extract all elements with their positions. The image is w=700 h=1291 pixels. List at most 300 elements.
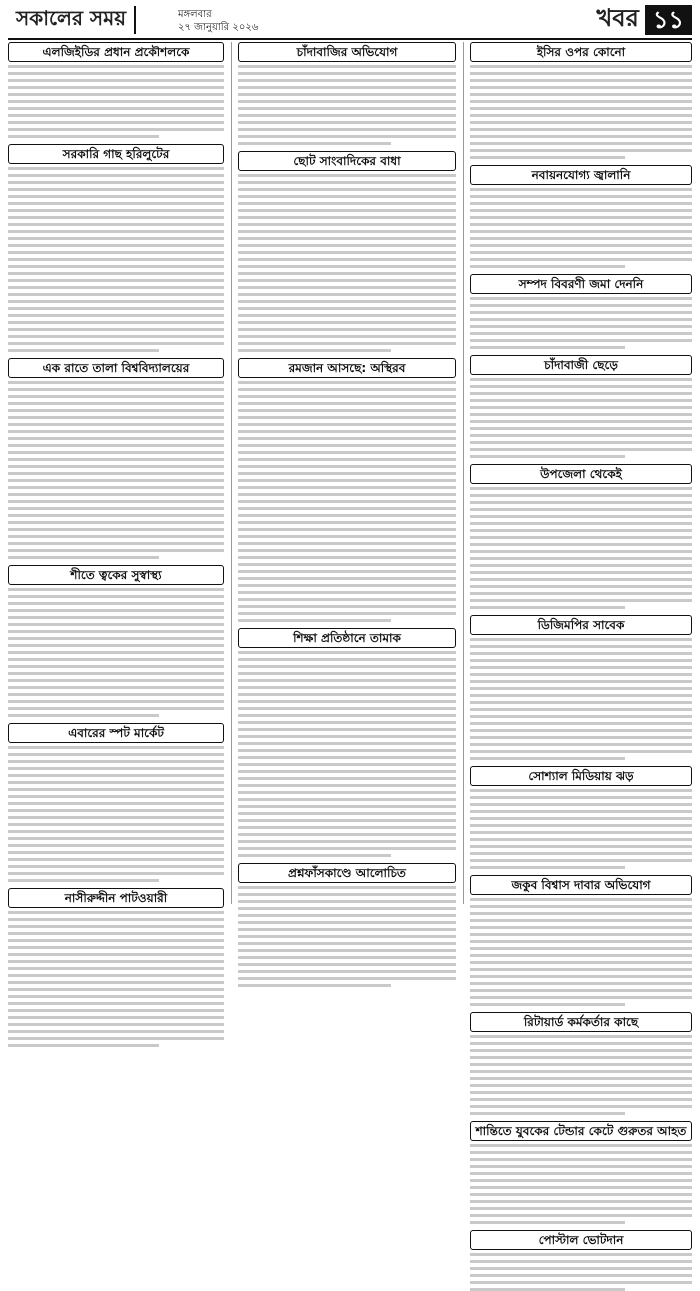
- text-line: [8, 858, 224, 861]
- text-line: [470, 79, 692, 82]
- article-body-placeholder: [8, 167, 224, 352]
- text-line: [238, 542, 456, 545]
- article: [470, 274, 692, 349]
- text-line: [238, 202, 456, 205]
- text-line: [8, 342, 224, 345]
- text-line: [8, 321, 224, 324]
- text-line: [8, 644, 224, 647]
- text-line: [470, 1077, 692, 1080]
- text-line: [238, 328, 456, 331]
- text-line: [8, 430, 224, 433]
- text-line: [238, 272, 456, 275]
- text-line: [238, 714, 456, 717]
- text-line: [470, 722, 692, 725]
- text-line: [470, 729, 692, 732]
- article-headline: এলজিইডির প্রধান প্রকৌশলকে: [8, 42, 224, 62]
- text-line: [238, 72, 456, 75]
- text-line: [470, 961, 692, 964]
- text-line: [470, 947, 692, 950]
- text-line: [8, 872, 224, 875]
- text-line: [8, 251, 224, 254]
- article: [470, 615, 692, 760]
- article-body-placeholder: [238, 65, 456, 145]
- text-line: [470, 659, 692, 662]
- issue-date-text: ২৭ জানুয়ারি ২০২৬: [178, 22, 259, 33]
- text-line: [238, 521, 456, 524]
- text-line: [8, 465, 224, 468]
- text-line: [238, 79, 456, 82]
- text-line: [238, 665, 456, 668]
- text-line: [8, 911, 224, 914]
- text-line: [238, 770, 456, 773]
- text-line: [470, 1200, 692, 1203]
- text-line: [470, 332, 692, 335]
- text-line: [470, 954, 692, 957]
- text-line: [238, 258, 456, 261]
- text-line: [238, 265, 456, 268]
- text-line: [470, 838, 692, 841]
- text-line: [238, 970, 456, 973]
- text-line: [238, 342, 456, 345]
- text-line: [470, 455, 625, 458]
- text-line: [8, 93, 224, 96]
- text-line: [238, 451, 456, 454]
- article-body-placeholder: [238, 381, 456, 622]
- text-line: [8, 932, 224, 935]
- text-line: [470, 297, 692, 300]
- text-line: [8, 595, 224, 598]
- text-line: [238, 577, 456, 580]
- text-line: [238, 907, 456, 910]
- text-line: [470, 114, 692, 117]
- text-line: [8, 760, 224, 763]
- article-headline: পোস্টাল ভোটদান: [470, 1230, 692, 1250]
- text-line: [8, 816, 224, 819]
- text-line: [8, 100, 224, 103]
- text-line: [8, 774, 224, 777]
- text-line: [8, 458, 224, 461]
- text-line: [470, 188, 692, 191]
- text-line: [8, 1009, 224, 1012]
- text-line: [470, 1281, 692, 1284]
- text-line: [238, 935, 456, 938]
- article: [470, 165, 692, 268]
- text-line: [238, 479, 456, 482]
- article-body-placeholder: [470, 789, 692, 869]
- text-line: [470, 121, 692, 124]
- article: [8, 888, 224, 1047]
- text-line: [238, 819, 456, 822]
- text-line: [8, 107, 224, 110]
- article-body-placeholder: [8, 746, 224, 882]
- text-line: [238, 114, 456, 117]
- article-headline: এক রাতে তালা বিশ্ববিদ্যালয়ের: [8, 358, 224, 378]
- text-line: [470, 209, 692, 212]
- article-headline: চাঁদাবাজির অভিযোগ: [238, 42, 456, 62]
- text-line: [238, 314, 456, 317]
- text-line: [470, 968, 692, 971]
- text-line: [470, 195, 692, 198]
- text-line: [470, 1063, 692, 1066]
- text-line: [238, 956, 456, 959]
- text-line: [8, 416, 224, 419]
- article-body-placeholder: [238, 651, 456, 857]
- text-line: [8, 135, 159, 138]
- article-headline: শান্তিতে যুবকের টেন্ডার কেটে গুরুতর আহত: [470, 1121, 692, 1141]
- text-line: [8, 479, 224, 482]
- article-headline: উপজেলা থেকেই: [470, 464, 692, 484]
- text-line: [8, 837, 224, 840]
- text-line: [238, 791, 456, 794]
- text-line: [238, 707, 456, 710]
- text-line: [470, 65, 692, 68]
- article-headline: নাসীরুদ্দীন পাটওয়ারী: [8, 888, 224, 908]
- text-line: [8, 637, 224, 640]
- text-line: [238, 749, 456, 752]
- text-line: [8, 700, 224, 703]
- text-line: [238, 230, 456, 233]
- article-body-placeholder: [470, 65, 692, 159]
- text-line: [238, 65, 456, 68]
- text-line: [470, 919, 692, 922]
- text-line: [470, 258, 692, 261]
- text-line: [470, 494, 692, 497]
- text-line: [8, 437, 224, 440]
- text-line: [8, 795, 224, 798]
- text-line: [470, 536, 692, 539]
- text-line: [8, 451, 224, 454]
- text-line: [238, 107, 456, 110]
- text-line: [8, 665, 224, 668]
- article-headline: ইসির ওপর কোনো: [470, 42, 692, 62]
- text-line: [470, 1267, 692, 1270]
- text-line: [470, 522, 692, 525]
- article-body-placeholder: [470, 487, 692, 609]
- text-line: [470, 86, 692, 89]
- text-line: [470, 392, 692, 395]
- text-line: [8, 865, 224, 868]
- text-line: [238, 174, 456, 177]
- text-line: [238, 612, 456, 615]
- text-line: [238, 458, 456, 461]
- text-line: [238, 430, 456, 433]
- text-line: [8, 693, 224, 696]
- article-body-placeholder: [470, 638, 692, 760]
- text-line: [470, 448, 692, 451]
- text-line: [238, 619, 391, 622]
- text-line: [238, 181, 456, 184]
- text-line: [8, 781, 224, 784]
- text-line: [8, 988, 224, 991]
- text-line: [8, 658, 224, 661]
- text-line: [238, 672, 456, 675]
- text-line: [470, 1151, 692, 1154]
- text-line: [238, 286, 456, 289]
- article: [8, 144, 224, 352]
- text-line: [8, 528, 224, 531]
- article: [470, 355, 692, 458]
- text-line: [470, 736, 692, 739]
- text-line: [8, 802, 224, 805]
- text-line: [8, 65, 224, 68]
- text-line: [8, 328, 224, 331]
- article: [8, 358, 224, 559]
- text-line: [470, 399, 692, 402]
- text-line: [238, 465, 456, 468]
- text-line: [470, 687, 692, 690]
- text-line: [238, 812, 456, 815]
- text-line: [470, 1105, 692, 1108]
- text-line: [8, 388, 224, 391]
- text-line: [8, 630, 224, 633]
- text-line: [238, 605, 456, 608]
- text-line: [470, 529, 692, 532]
- text-line: [8, 265, 224, 268]
- article: [470, 42, 692, 159]
- text-line: [470, 803, 692, 806]
- text-line: [238, 900, 456, 903]
- text-line: [470, 750, 692, 753]
- text-line: [238, 388, 456, 391]
- column-3: [470, 42, 692, 1247]
- article-headline: এবারের স্পট মার্কেট: [8, 723, 224, 743]
- text-line: [238, 556, 456, 559]
- text-line: [8, 472, 224, 475]
- text-line: [238, 293, 456, 296]
- article: [238, 358, 456, 622]
- text-line: [238, 570, 456, 573]
- text-line: [470, 72, 692, 75]
- text-line: [470, 1193, 692, 1196]
- text-line: [8, 314, 224, 317]
- text-line: [238, 598, 456, 601]
- text-line: [238, 942, 456, 945]
- text-line: [470, 824, 692, 827]
- text-line: [8, 1016, 224, 1019]
- article-body-placeholder: [238, 174, 456, 352]
- article-body-placeholder: [8, 381, 224, 559]
- text-line: [470, 265, 625, 268]
- text-line: [238, 928, 456, 931]
- article-headline: ছোট সাংবাদিকের বাধা: [238, 151, 456, 171]
- text-line: [8, 788, 224, 791]
- text-line: [470, 230, 692, 233]
- article: [470, 766, 692, 869]
- text-line: [470, 543, 692, 546]
- text-line: [238, 777, 456, 780]
- text-line: [470, 420, 692, 423]
- column-divider: [463, 42, 464, 904]
- text-line: [470, 1158, 692, 1161]
- column-divider: [231, 42, 232, 904]
- text-line: [238, 591, 456, 594]
- text-line: [8, 602, 224, 605]
- text-line: [470, 680, 692, 683]
- text-line: [8, 216, 224, 219]
- text-line: [470, 1214, 692, 1217]
- text-line: [238, 514, 456, 517]
- article-body-placeholder: [470, 898, 692, 1006]
- article-body-placeholder: [470, 188, 692, 268]
- text-line: [238, 984, 391, 987]
- text-line: [470, 100, 692, 103]
- text-line: [470, 708, 692, 711]
- text-line: [470, 385, 692, 388]
- text-line: [238, 300, 456, 303]
- article: [470, 875, 692, 1006]
- text-line: [470, 912, 692, 915]
- text-line: [238, 784, 456, 787]
- text-line: [470, 694, 692, 697]
- text-line: [238, 686, 456, 689]
- text-line: [8, 707, 224, 710]
- text-line: [238, 549, 456, 552]
- text-line: [238, 100, 456, 103]
- text-line: [470, 645, 692, 648]
- text-line: [238, 528, 456, 531]
- text-line: [8, 209, 224, 212]
- text-line: [238, 121, 456, 124]
- text-line: [470, 859, 692, 862]
- text-line: [8, 202, 224, 205]
- article-headline: চাঁদাবাজী ছেড়ে: [470, 355, 692, 375]
- article: [470, 1012, 692, 1115]
- article-headline: প্রশ্নফাঁসকাণ্ডে আলোচিত: [238, 863, 456, 883]
- text-line: [470, 1172, 692, 1175]
- text-line: [470, 585, 692, 588]
- text-line: [470, 557, 692, 560]
- text-line: [8, 974, 224, 977]
- text-line: [8, 244, 224, 247]
- text-line: [8, 939, 224, 942]
- text-line: [8, 237, 224, 240]
- text-line: [238, 584, 456, 587]
- text-line: [8, 925, 224, 928]
- article: [238, 151, 456, 352]
- text-line: [470, 487, 692, 490]
- text-line: [8, 1044, 159, 1047]
- article: [238, 863, 456, 987]
- text-line: [8, 409, 224, 412]
- text-line: [470, 223, 692, 226]
- text-line: [8, 672, 224, 675]
- article-body-placeholder: [470, 378, 692, 458]
- text-line: [238, 700, 456, 703]
- text-line: [238, 735, 456, 738]
- text-line: [8, 86, 224, 89]
- text-line: [8, 402, 224, 405]
- column-2: [238, 42, 456, 904]
- text-line: [8, 258, 224, 261]
- text-line: [8, 114, 224, 117]
- text-line: [470, 789, 692, 792]
- text-line: [238, 914, 456, 917]
- text-line: [470, 1003, 625, 1006]
- text-line: [238, 437, 456, 440]
- text-line: [470, 673, 692, 676]
- text-line: [470, 1179, 692, 1182]
- text-line: [8, 746, 224, 749]
- text-line: [470, 578, 692, 581]
- text-line: [8, 753, 224, 756]
- text-line: [238, 840, 456, 843]
- text-line: [238, 223, 456, 226]
- text-line: [8, 967, 224, 970]
- text-line: [470, 1112, 625, 1115]
- text-line: [470, 743, 692, 746]
- article: [238, 628, 456, 857]
- text-line: [470, 701, 692, 704]
- text-line: [8, 651, 224, 654]
- article: [238, 42, 456, 145]
- masthead: [8, 4, 692, 40]
- article: [470, 1121, 692, 1224]
- text-line: [470, 1260, 692, 1263]
- article-body-placeholder: [238, 886, 456, 987]
- text-line: [238, 651, 456, 654]
- article-headline: সোশ্যাল মিডিয়ায় ঝড়: [470, 766, 692, 786]
- text-line: [238, 833, 456, 836]
- text-line: [238, 805, 456, 808]
- section-label: [597, 4, 692, 36]
- text-line: [8, 307, 224, 310]
- issue-day: মঙ্গলবার: [178, 9, 212, 20]
- text-line: [238, 854, 391, 857]
- text-line: [238, 402, 456, 405]
- text-line: [470, 1274, 692, 1277]
- text-line: [470, 1221, 625, 1224]
- text-line: [238, 307, 456, 310]
- text-line: [238, 658, 456, 661]
- text-line: [8, 556, 159, 559]
- text-line: [8, 279, 224, 282]
- text-line: [238, 563, 456, 566]
- text-line: [470, 757, 625, 760]
- text-line: [238, 798, 456, 801]
- text-line: [470, 135, 692, 138]
- text-line: [8, 293, 224, 296]
- text-line: [8, 588, 224, 591]
- text-line: [8, 507, 224, 510]
- text-line: [238, 847, 456, 850]
- text-line: [470, 1084, 692, 1087]
- text-line: [470, 202, 692, 205]
- text-line: [470, 311, 692, 314]
- text-line: [470, 606, 625, 609]
- text-line: [470, 796, 692, 799]
- text-line: [8, 128, 224, 131]
- text-line: [470, 982, 692, 985]
- text-line: [470, 810, 692, 813]
- text-line: [238, 679, 456, 682]
- text-line: [470, 318, 692, 321]
- text-line: [238, 321, 456, 324]
- text-line: [238, 949, 456, 952]
- article-headline: শিক্ষা প্রতিষ্ঠানে তামাক: [238, 628, 456, 648]
- text-line: [238, 493, 456, 496]
- text-line: [8, 286, 224, 289]
- text-line: [238, 416, 456, 419]
- text-line: [238, 128, 456, 131]
- text-line: [8, 121, 224, 124]
- text-line: [238, 142, 391, 145]
- text-line: [470, 940, 692, 943]
- text-line: [238, 244, 456, 247]
- text-line: [238, 423, 456, 426]
- text-line: [8, 272, 224, 275]
- article-body-placeholder: [470, 1035, 692, 1115]
- text-line: [470, 1070, 692, 1073]
